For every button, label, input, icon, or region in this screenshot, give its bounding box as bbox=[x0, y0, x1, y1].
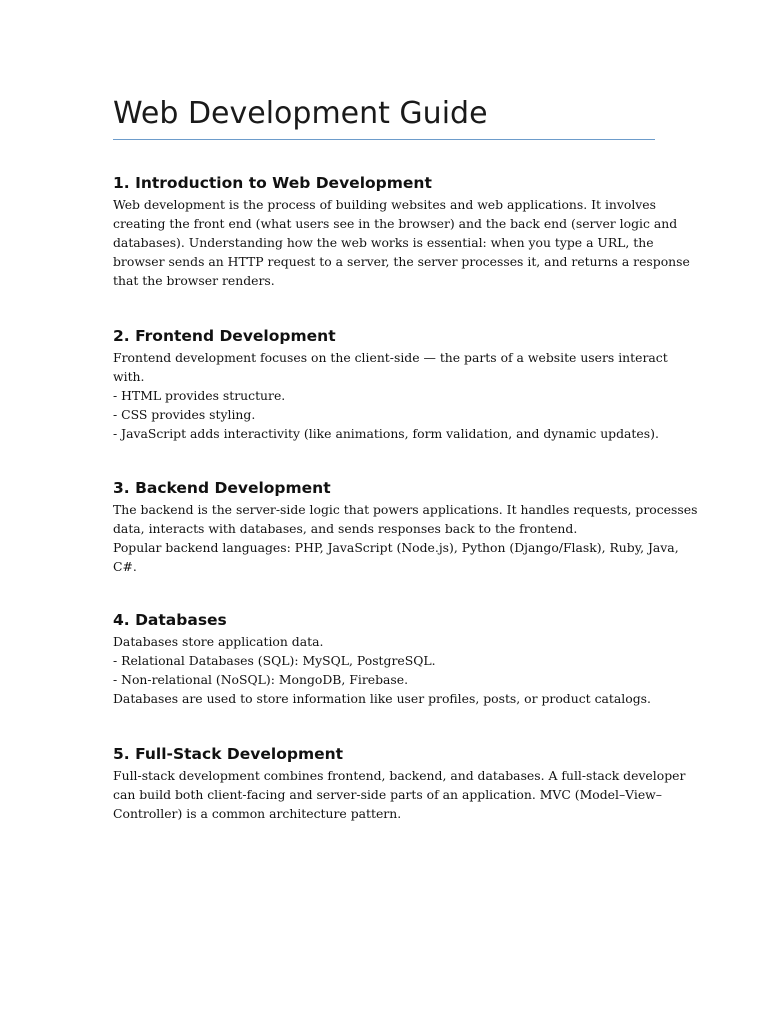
list-item: - HTML provides structure. bbox=[113, 388, 286, 403]
paragraph-line: Databases store application data. bbox=[113, 634, 324, 649]
paragraph-line: that the browser renders. bbox=[113, 273, 275, 288]
paragraph-line: Web development is the process of building websites and web applications. It involves bbox=[113, 197, 656, 212]
list-item: - JavaScript adds interactivity (like animations, form validation, and dynamic updates). bbox=[113, 426, 659, 441]
section-heading: 2. Frontend Development bbox=[113, 327, 336, 345]
section-heading: 1. Introduction to Web Development bbox=[113, 174, 432, 192]
paragraph-line: can build both client-facing and server-side parts of an application. MVC (Model–View– bbox=[113, 787, 662, 802]
paragraph-line: data, interacts with databases, and sends responses back to the frontend. bbox=[113, 521, 578, 536]
paragraph-line: Databases are used to store information like user profiles, posts, or product catalogs. bbox=[113, 691, 651, 706]
list-item: - Non-relational (NoSQL): MongoDB, Firebase. bbox=[113, 672, 409, 687]
paragraph-line: Full-stack development combines frontend, backend, and databases. A full-stack developer bbox=[113, 768, 686, 783]
paragraph-line: creating the front end (what users see in the browser) and the back end (server logic and bbox=[113, 216, 678, 231]
list-item: - CSS provides styling. bbox=[113, 407, 256, 422]
list-item: - Relational Databases (SQL): MySQL, PostgreSQL. bbox=[113, 653, 436, 668]
paragraph-line: browser sends an HTTP request to a server, the server processes it, and returns a response bbox=[113, 254, 690, 269]
paragraph-line: databases). Understanding how the web works is essential: when you type a URL, the bbox=[113, 235, 654, 250]
section-frontend bbox=[113, 324, 668, 443]
paragraph-line: Frontend development focuses on the client-side — the parts of a website users interact bbox=[113, 350, 668, 365]
section-introduction bbox=[113, 171, 690, 290]
section-full-stack bbox=[113, 742, 686, 823]
section-backend bbox=[113, 476, 698, 576]
section-heading: 3. Backend Development bbox=[113, 479, 331, 497]
paragraph-line: C#. bbox=[113, 559, 137, 574]
paragraph-line: with. bbox=[113, 369, 145, 384]
section-heading: 5. Full-Stack Development bbox=[113, 745, 344, 763]
section-heading: 4. Databases bbox=[113, 611, 227, 629]
section-databases bbox=[113, 608, 655, 708]
paragraph-line: Popular backend languages: PHP, JavaScript (Node.js), Python (Django/Flask), Ruby, Java, bbox=[113, 540, 679, 555]
paragraph-line: Controller) is a common architecture pattern. bbox=[113, 806, 402, 821]
title-underline bbox=[113, 139, 655, 140]
document-title: Web Development Guide bbox=[113, 96, 488, 131]
paragraph-line: The backend is the server-side logic that powers applications. It handles requests, processes bbox=[113, 502, 698, 517]
